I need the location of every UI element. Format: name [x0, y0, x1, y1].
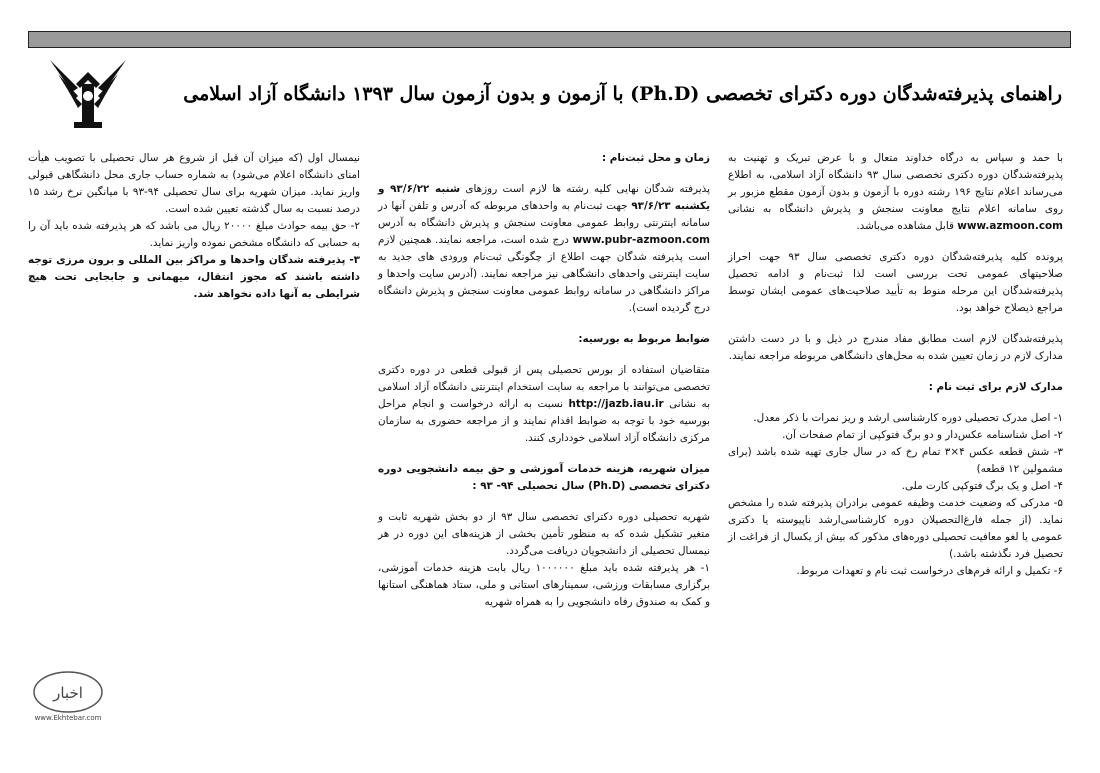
- intro-end-text: قابل مشاهده می‌باشد.: [856, 220, 954, 232]
- bourse-header: ضوابط مربوط به بورسیه:: [578, 333, 710, 345]
- registration-time-paragraph: [378, 181, 710, 317]
- bourse-text-2: نسبت به ارائه درخواست و انجام مراحل بورسیه خود با توجه به ضوابط اقدام نمایند و از مراجعه حضوری به سازمان مرکزی دانشگاه آزاد اسلامی خودداری کنند.: [378, 398, 710, 444]
- watermark-text: اخبار: [53, 684, 83, 702]
- doc-item: ۳- شش قطعه عکس ۴×۳ تمام رخ که در سال جاری تهیه شده باشد (برای مشمولین ۱۲ قطعه): [728, 446, 1063, 475]
- bourse-paragraph: [378, 362, 710, 447]
- doc-item: ۶- تکمیل و ارائه فرم‌های درخواست ثبت نام و تعهدات مربوط.: [796, 565, 1063, 577]
- ekhtebar-watermark: [28, 668, 108, 723]
- time-text-3: درج شده است، مراجعه نمایند. همچنین لازم است پذیرفته شدگان جهت اطلاع از چگونگی ثبت‌نام ورودی های جدید به سایت اینترنتی واحدهای دانشگاهی نیز مراجعه نمایند. (آدرس سایت واحدها و مراکز دانشگاهی در سامانه روابط عمومی معاونت سنجش و پذیرش دانشگاه درج گردیده است).: [378, 234, 710, 314]
- intro-text: با حمد و سپاس به درگاه خداوند متعال و با عرض تبریک و تهنیت به پذیرفته‌شدگان دوره دکتری تخصصی سال ۹۳ دانشگاه آزاد اسلامی، به اطلاع می‌رساند اعلام نتایج ۱۹۶ رشته دوره با آزمون و بدون آزمون مقطع مزبور بر روی سامانه اعلام نتایج معاونت سنجش و پذیرش دانشگاه به نشانی: [728, 152, 1063, 215]
- column-left: [28, 150, 360, 303]
- fee-paragraph-1: شهریه تحصیلی دوره دکترای تخصصی سال ۹۳ از دو بخش شهریه ثابت و متغیر تشکیل شده که به منظور تأمین بخشی از هزینه‌های این دوره در هر نیمسال تحصیلی از دانشجویان دریافت می‌گردد.: [378, 511, 710, 557]
- column-middle: [378, 150, 710, 611]
- registration-dates: شنبه ۹۳/۶/۲۲ و یکشنبه ۹۳/۶/۲۳: [378, 183, 710, 212]
- doc-item: ۲- اصل شناسنامه عکس‌دار و دو برگ فتوکپی از تمام صفحات آن.: [782, 429, 1063, 441]
- registration-time-header: زمان و محل ثبت‌نام :: [601, 152, 710, 164]
- azmoon-link[interactable]: www.azmoon.com: [957, 220, 1063, 232]
- doc-item: ۴- اصل و یک برگ فتوکپی کارت ملی.: [901, 480, 1063, 492]
- time-text-1: پذیرفته شدگان نهایی کلیه رشته ها لازم است روزهای: [465, 183, 711, 195]
- attendance-paragraph: پذیرفته‌شدگان لازم است مطابق مفاد مندرج در ذیل و با در دست داشتن مدارک لازم در زمان تعیین شده به محل‌های دانشگاهی مربوطه مراجعه نمایند.: [728, 333, 1063, 362]
- insurance-paragraph: ۲- حق بیمه حوادث مبلغ ۲۰۰۰۰ ریال می باشد که هر پذیرفته شده باید آن را به حسابی که دانشگاه مشخص نموده واریز نماید.: [28, 220, 360, 249]
- page-title: راهنمای پذیرفته‌شدگان دوره دکترای تخصصی (Ph.D) با آزمون و بدون آزمون سال ۱۳۹۳ دانشگاه آزاد اسلامی: [183, 83, 1062, 105]
- tuition-paragraph: نیمسال اول (که میزان آن قبل از شروع هر سال تحصیلی با تصویب هیأت امنای دانشگاه اعلام می‌شود) به شماره حساب جاری محل دانشگاهی قبولی واریز نماید. میزان شهریه برای سال تحصیلی ۹۴-۹۳ با میانگین نرخ رشد ۱۵ درصد نسبت به سال گذشته تعیین شده است.: [28, 152, 361, 215]
- doc-item: ۵- مدرکی که وضعیت خدمت وظیفه عمومی برادران پذیرفته شده را مشخص نماید. (از جمله فارغ‌التحصیلان دوره کارشناسی‌ارشد ناپیوسته یا دکتری عمومی یا لغو معافیت تحصیلی دوره‌های مذکور که بیش از یکسال از فراغت از تحصیل فرد نگذشته باشد.): [728, 497, 1063, 560]
- international-notice: ۳- پذیرفته شدگان واحدها و مراکز بین المللی و برون مرزی توجه داشته باشند که مجوز انتقال، میهمانی و جابجایی تحت هیچ شرایطی به آنها داده نخواهد شد.: [28, 254, 360, 300]
- eligibility-paragraph: پرونده کلیه پذیرفته‌شدگان دوره دکتری تخصصی سال ۹۳ جهت احراز صلاحیتهای عمومی تحت بررسی است لذا ثبت‌نام و ادامه تحصیل پذیرفته‌شدگان این مرحله منوط به تأیید صلاحیت‌های عمومی ایشان توسط مراجع ذیصلاح خواهد بود.: [728, 251, 1063, 314]
- time-text-2: جهت ثبت‌نام به واحدهای مربوطه که آدرس و تلفن آنها در سامانه اینترنتی روابط عمومی معاونت سنجش و پذیرش دانشگاه به آدرس: [378, 200, 710, 229]
- fee-paragraph-2: ۱- هر پذیرفته شده باید مبلغ ۱۰۰۰۰۰۰ ریال بابت هزینه خدمات آموزشی، برگزاری مسابقات ورزشی، سمینارهای استانی و ملی، ستاد هماهنگی استانها و کمک به صندوق رفاه دانشجویی را به همراه شهریه: [378, 562, 710, 608]
- university-logo: [38, 52, 138, 134]
- pubr-azmoon-link[interactable]: www.pubr-azmoon.com: [572, 234, 710, 246]
- jazb-link[interactable]: http://jazb.iau.ir: [568, 398, 664, 410]
- column-right: [728, 150, 1063, 580]
- top-bar: [28, 31, 1071, 48]
- doc-item: ۱- اصل مدرک تحصیلی دوره کارشناسی ارشد و ریز نمرات با ذکر معدل.: [753, 412, 1063, 424]
- docs-header: مدارک لازم برای ثبت نام :: [928, 381, 1063, 393]
- watermark-url: www.Ekhtebar.com: [34, 714, 102, 722]
- bourse-text-1: متقاضیان استفاده از بورس تحصیلی پس از قبولی قطعی در دوره دکتری تخصصی می‌توانند با مراجعه به سایت استخدام اینترنتی دانشگاه آزاد اسلامی به نشانی: [378, 364, 710, 410]
- intro-paragraph: [728, 150, 1063, 235]
- fee-header: میزان شهریه، هزینه خدمات آموزشی و حق بیمه دانشجویی دوره دکترای تخصصی (Ph.D) سال تحصیلی ۹۴- ۹۳ :: [378, 463, 710, 492]
